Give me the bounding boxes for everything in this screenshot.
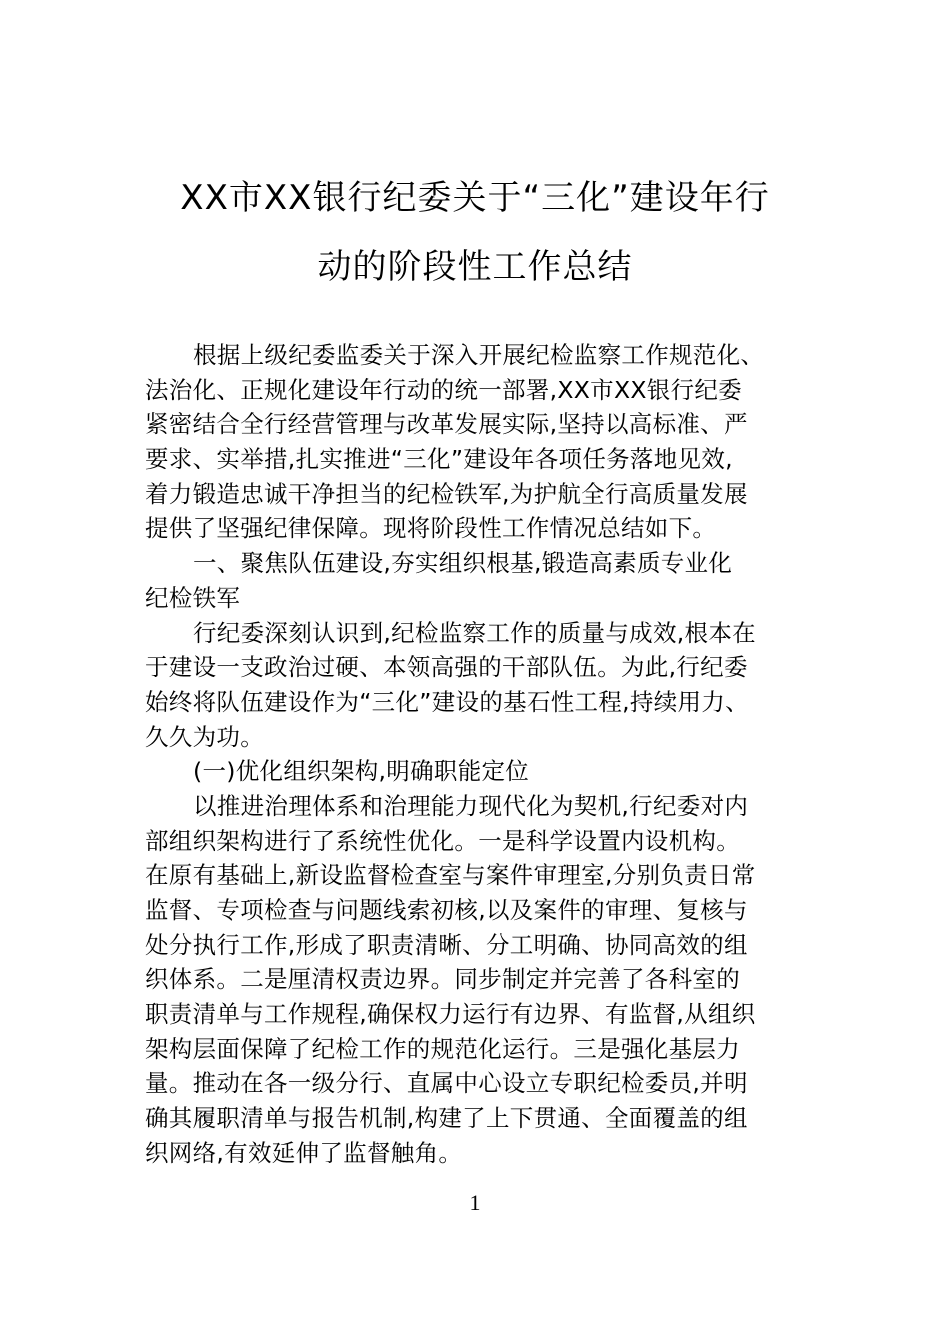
body-text-line: 架构层面保障了纪检工作的规范化运行。三是强化基层力: [145, 1034, 740, 1063]
body-text-line: (一)优化组织架构,明确职能定位: [193, 757, 530, 786]
document-title-line-2: 动的阶段性工作总结: [317, 247, 633, 287]
body-text-line: 着力锻造忠诚干净担当的纪检铁军,为护航全行高质量发展: [145, 479, 748, 508]
document-title-line-1: XX市XX银行纪委关于“三化”建设年行: [180, 178, 770, 218]
body-text-line: 织体系。二是厘清权责边界。同步制定并完善了各科室的: [145, 965, 740, 994]
body-text-line: 于建设一支政治过硬、本领高强的干部队伍。为此,行纪委: [145, 653, 748, 682]
body-text-line: 在原有基础上,新设监督检查室与案件审理室,分别负责日常: [145, 861, 756, 890]
body-text-line: 织网络,有效延伸了监督触角。: [145, 1138, 463, 1167]
body-text-line: 部组织架构进行了系统性优化。一是科学设置内设机构。: [145, 826, 740, 855]
body-text-line: 根据上级纪委监委关于深入开展纪检监察工作规范化、: [193, 341, 765, 369]
body-text-line: 久久为功。: [145, 722, 264, 751]
body-text-line: 行纪委深刻认识到,纪检监察工作的质量与成效,根本在: [193, 618, 756, 647]
body-text-line: 纪检铁军: [145, 583, 241, 612]
body-text-line: 职责清单与工作规程,确保权力运行有边界、有监督,从组织: [145, 1000, 756, 1029]
document-body: [145, 338, 825, 1171]
body-text-line: 处分执行工作,形成了职责清晰、分工明确、协同高效的组: [145, 930, 748, 959]
body-text-line: 要求、实举措,扎实推进“三化”建设年各项任务落地见效,: [145, 445, 733, 474]
body-text-line: 法治化、正规化建设年行动的统一部署,XX市XX银行纪委: [145, 375, 742, 404]
page-number: 1: [469, 1190, 481, 1215]
body-text-line: 一、聚焦队伍建设,夯实组织根基,锻造高素质专业化: [193, 549, 733, 578]
body-text-line: 紧密结合全行经营管理与改革发展实际,坚持以高标准、严: [145, 410, 748, 439]
body-text-line: 确其履职清单与报告机制,构建了上下贯通、全面覆盖的组: [145, 1104, 748, 1133]
body-text-line: 量。推动在各一级分行、直属中心设立专职纪检委员,并明: [145, 1069, 748, 1098]
body-text-line: 始终将队伍建设作为“三化”建设的基石性工程,持续用力、: [145, 687, 749, 716]
body-text-line: 提供了坚强纪律保障。现将阶段性工作情况总结如下。: [145, 514, 717, 543]
body-text-line: 监督、专项检查与问题线索初核,以及案件的审理、复核与: [145, 896, 748, 924]
body-text-line: 以推进治理体系和治理能力现代化为契机,行纪委对内: [193, 791, 749, 820]
